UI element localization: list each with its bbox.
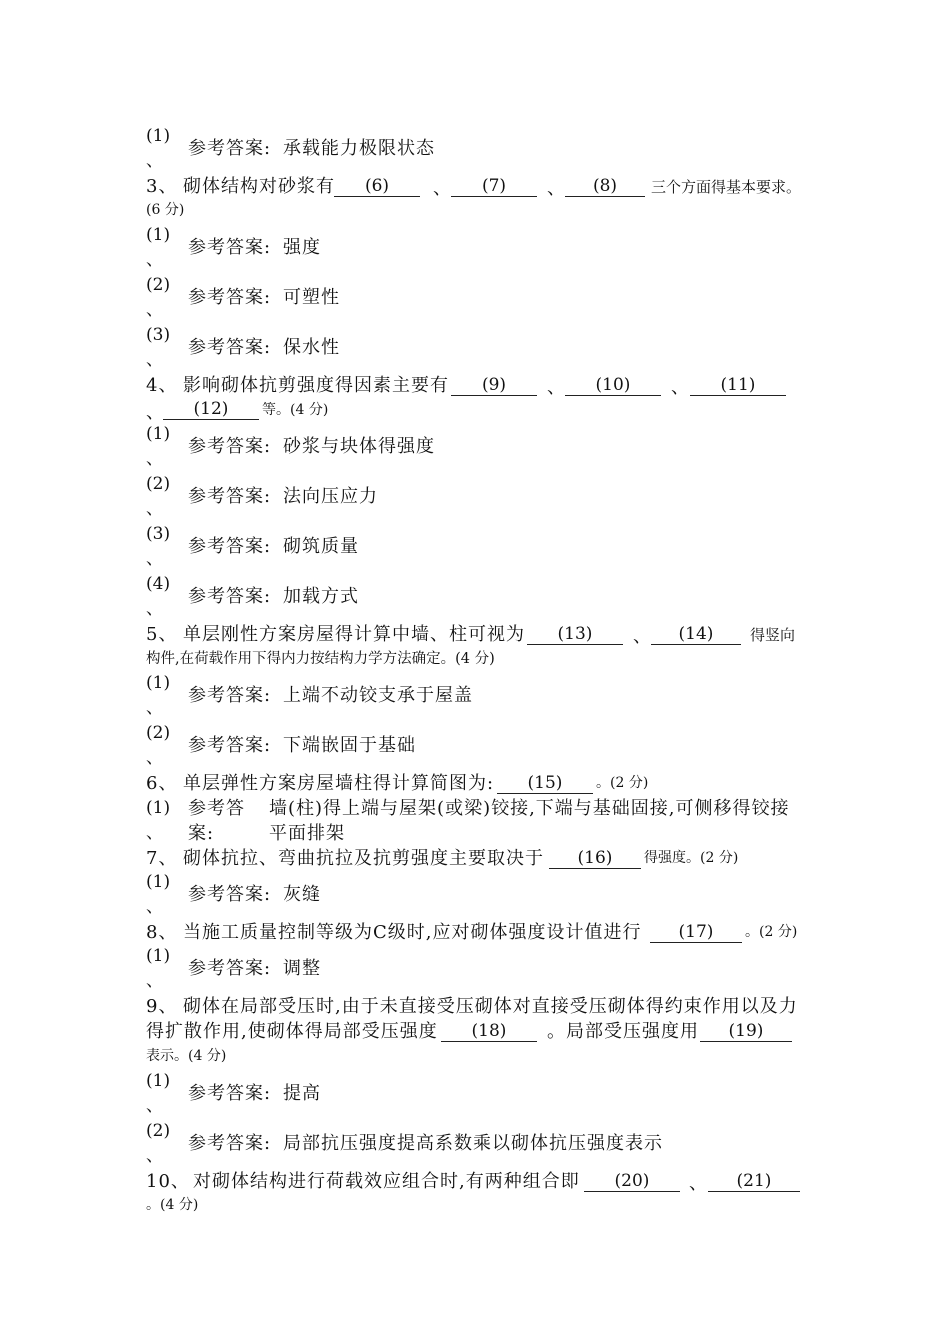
answer-number: (1) — [146, 126, 171, 146]
answer-number: (2) — [146, 474, 171, 494]
answer-number: (2) — [146, 1121, 171, 1141]
question-text: 砌体在局部受压时,由于未直接受压砌体对直接受压砌体得约束作用以及力 — [183, 996, 798, 1017]
answer-number: (1) — [146, 673, 171, 693]
item-mark: 、 — [146, 449, 163, 469]
item-mark: 、 — [146, 823, 163, 843]
reference-answer-label: 参考答案: — [188, 436, 272, 457]
reference-answer-label: 参考答案: — [188, 536, 272, 557]
separator: 、 — [433, 178, 452, 199]
question-number: 5、 — [146, 624, 178, 645]
reference-answer-label: 参考答案: — [188, 735, 272, 756]
answer-text: 砂浆与块体得强度 — [283, 436, 435, 457]
reference-answer-label: 参考答 — [188, 798, 245, 819]
separator: 、 — [633, 626, 652, 647]
question-text: 构件,在荷载作用下得内力按结构力学方法确定。(4 分) — [146, 651, 495, 667]
question-text: 得竖向 — [750, 626, 796, 644]
question-number: 4、 — [146, 375, 178, 396]
reference-answer-label: 参考答案: — [188, 287, 272, 308]
answer-number: (3) — [146, 524, 171, 544]
answer-text: 墙(柱)得上端与屋架(或梁)铰接,下端与基础固接,可侧移得铰接 — [269, 798, 790, 819]
answer-blank: (20) — [584, 1171, 680, 1192]
question-number: 10、 — [146, 1171, 190, 1192]
question-text: 单层弹性方案房屋墙柱得计算简图为: — [183, 773, 495, 794]
answer-blank: (10) — [565, 375, 661, 396]
answer-text: 砌筑质量 — [283, 536, 359, 557]
question-text: 表示。(4 分) — [146, 1048, 227, 1064]
question-text: 。(2 分) — [745, 924, 798, 940]
question-text: 影响砌体抗剪强度得因素主要有 — [183, 375, 449, 396]
question-text: 对砌体结构进行荷载效应组合时,有两种组合即 — [193, 1171, 580, 1192]
answer-number: (1) — [146, 225, 171, 245]
question-number: 9、 — [146, 996, 178, 1017]
item-mark: 、 — [146, 599, 163, 619]
answer-blank: (18) — [441, 1021, 537, 1042]
answer-blank: (11) — [690, 375, 786, 396]
answer-text: 加载方式 — [283, 586, 359, 607]
answer-text: 保水性 — [283, 337, 340, 358]
answer-text: 可塑性 — [283, 287, 340, 308]
answer-text: 局部抗压强度提高系数乘以砌体抗压强度表示 — [283, 1133, 663, 1154]
question-number: 8、 — [146, 922, 178, 943]
answer-number: (3) — [146, 325, 171, 345]
answer-blank: (8) — [565, 176, 645, 197]
reference-answer-label: 参考答案: — [188, 958, 272, 979]
answer-text: 上端不动铰支承于屋盖 — [283, 685, 473, 706]
reference-answer-label: 参考答案: — [188, 337, 272, 358]
separator: 、 — [547, 377, 566, 398]
reference-answer-label: 参考答案: — [188, 586, 272, 607]
reference-answer-label: 参考答案: — [188, 685, 272, 706]
answer-text: 平面排架 — [269, 823, 345, 844]
answer-blank: (12) — [163, 399, 259, 420]
question-text: 。局部受压强度用 — [547, 1021, 699, 1042]
item-mark: 、 — [146, 1146, 163, 1166]
reference-answer-label: 参考答案: — [188, 237, 272, 258]
reference-answer-label: 参考答案: — [188, 1133, 272, 1154]
answer-number: (2) — [146, 275, 171, 295]
answer-number: (1) — [146, 872, 171, 892]
question-number: 6、 — [146, 773, 178, 794]
separator: 、 — [146, 402, 165, 423]
question-text: 得强度。(2 分) — [644, 850, 739, 866]
answer-number: (4) — [146, 574, 171, 594]
item-mark: 、 — [146, 549, 163, 569]
question-text: 单层刚性方案房屋得计算中墙、柱可视为 — [183, 624, 525, 645]
separator: 、 — [671, 377, 690, 398]
item-mark: 、 — [146, 499, 163, 519]
answer-text: 强度 — [283, 237, 321, 258]
item-mark: 、 — [146, 971, 163, 991]
question-text: 当施工质量控制等级为C级时,应对砌体强度设计值进行 — [183, 922, 642, 943]
question-text: 。(4 分) — [146, 1197, 199, 1213]
separator: 、 — [547, 178, 566, 199]
question-text: 得扩散作用,使砌体得局部受压强度 — [146, 1021, 438, 1042]
answer-text: 灰缝 — [283, 884, 321, 905]
answer-text: 调整 — [283, 958, 321, 979]
item-mark: 、 — [146, 151, 163, 171]
item-mark: 、 — [146, 250, 163, 270]
answer-blank: (9) — [451, 375, 537, 396]
answer-text: 提高 — [283, 1083, 321, 1104]
item-mark: 、 — [146, 1096, 163, 1116]
reference-answer-label: 参考答案: — [188, 486, 272, 507]
reference-answer-label: 参考答案: — [188, 1083, 272, 1104]
reference-answer-label: 案: — [188, 823, 215, 844]
answer-number: (1) — [146, 1071, 171, 1091]
answer-text: 下端嵌固于基础 — [283, 735, 416, 756]
question-text: 砌体抗拉、弯曲抗拉及抗剪强度主要取决于 — [183, 848, 544, 869]
question-text: 。(2 分) — [596, 775, 649, 791]
reference-answer-label: 参考答案: — [188, 138, 272, 159]
answer-blank: (15) — [497, 773, 593, 794]
answer-blank: (19) — [700, 1021, 792, 1042]
item-mark: 、 — [146, 300, 163, 320]
question-number: 7、 — [146, 848, 178, 869]
answer-blank: (17) — [650, 922, 742, 943]
answer-number: (1) — [146, 798, 171, 818]
answer-blank: (21) — [708, 1171, 800, 1192]
answer-text: 承载能力极限状态 — [283, 138, 435, 159]
item-mark: 、 — [146, 350, 163, 370]
answer-text: 法向压应力 — [283, 486, 378, 507]
separator: 、 — [689, 1173, 708, 1194]
answer-number: (2) — [146, 723, 171, 743]
answer-blank: (6) — [334, 176, 420, 197]
answer-number: (1) — [146, 424, 171, 444]
item-mark: 、 — [146, 748, 163, 768]
answer-number: (1) — [146, 946, 171, 966]
answer-blank: (7) — [451, 176, 537, 197]
answer-blank: (13) — [527, 624, 623, 645]
score: (6 分) — [146, 202, 185, 218]
question-number: 3、 — [146, 176, 178, 197]
question-text: 等。(4 分) — [262, 402, 329, 418]
reference-answer-label: 参考答案: — [188, 884, 272, 905]
answer-blank: (14) — [651, 624, 741, 645]
question-text: 砌体结构对砂浆有 — [183, 176, 335, 197]
answer-blank: (16) — [549, 848, 641, 869]
item-mark: 、 — [146, 698, 163, 718]
question-text: 三个方面得基本要求。 — [651, 178, 802, 196]
item-mark: 、 — [146, 897, 163, 917]
